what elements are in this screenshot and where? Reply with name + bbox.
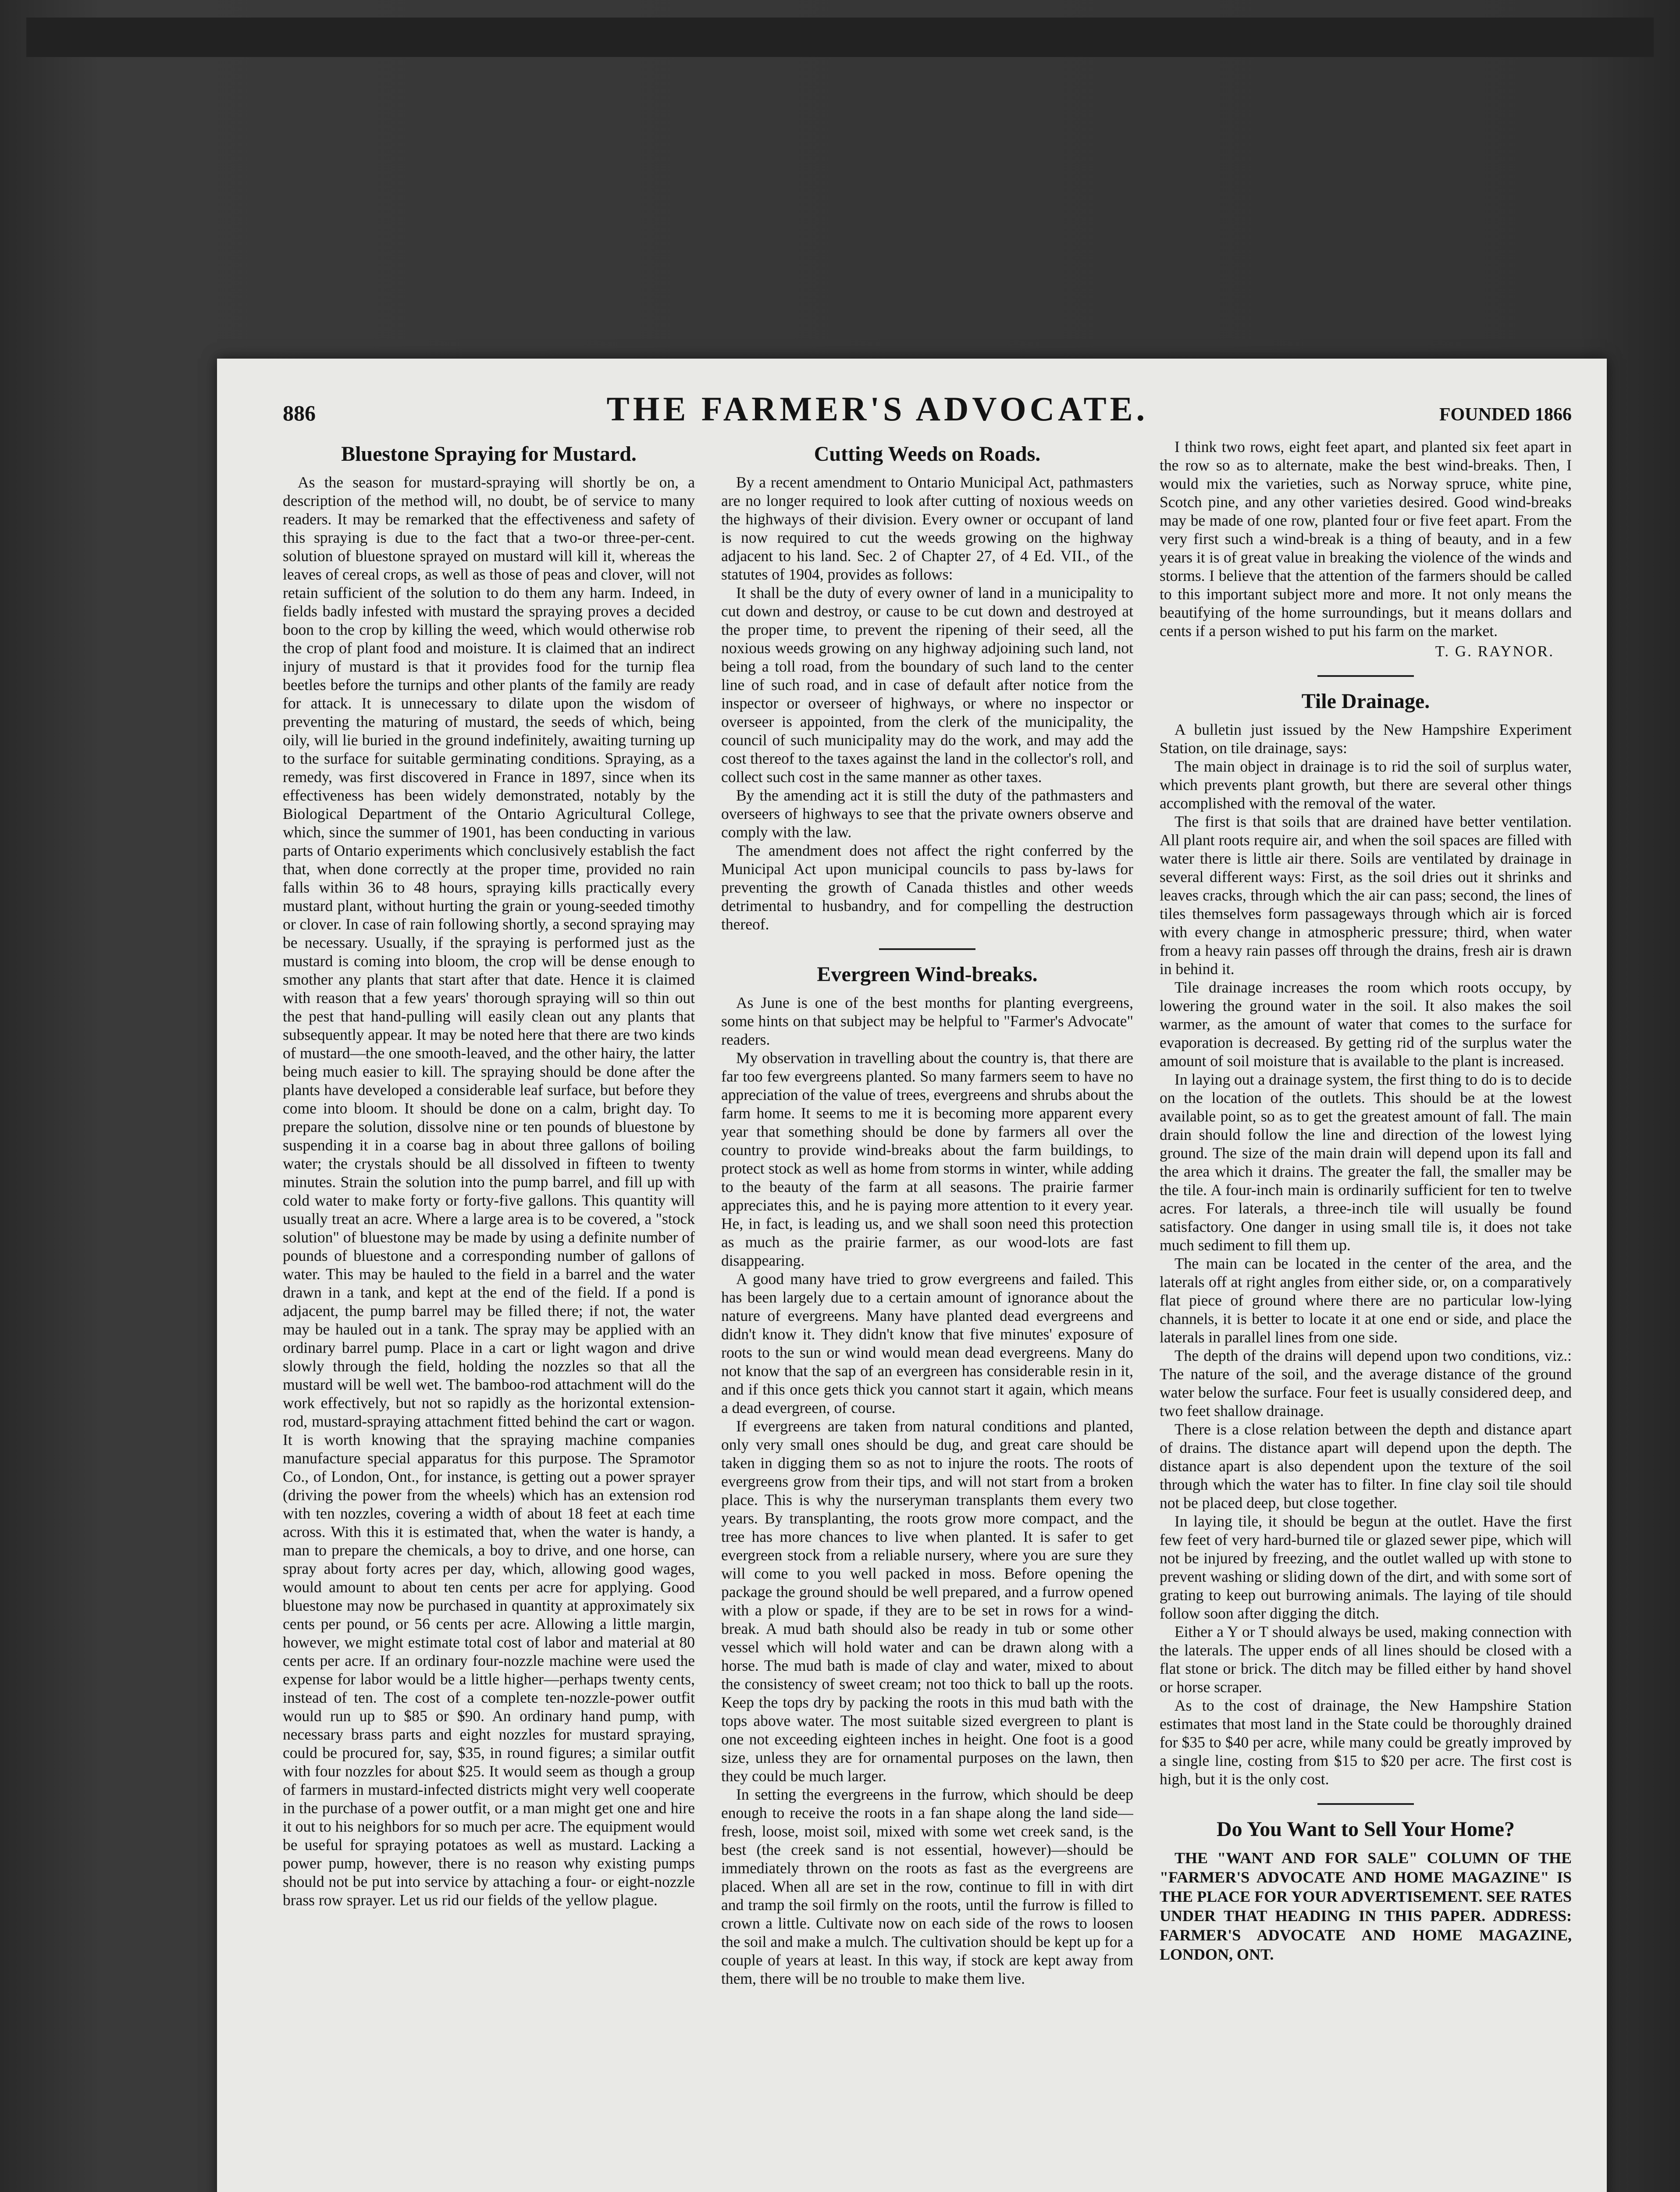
page-header	[283, 389, 1572, 428]
column-1	[283, 438, 695, 2192]
cutting-weeds-paragraph: It shall be the duty of every owner of land in a municipality to cut down and destroy, or cause to be cut down and destroyed at the proper time, to prevent the ripening of their seed, all the noxious weeds growing on any highway adjoining such land, not being a toll road, from the boundary of such land to the center line of such road, and in case of default after notice from the inspector or overseer of highways, or where no inspector or overseer is appointed, from the clerk of the municipality, the council of such municipality may do the work, and may add the cost thereof to the taxes against the land in the collector's roll, and collect such cost in the same manner as other taxes.	[721, 584, 1133, 786]
cutting-weeds-title: Cutting Weeds on Roads.	[814, 442, 1041, 466]
bluestone-title: Bluestone Spraying for Mustard.	[341, 442, 637, 466]
windbreaks-paragraph: As June is one of the best months for planting evergreens, some hints on that subject may be helpful to "Farmer's Advocate" readers.	[721, 994, 1133, 1048]
section-divider	[1317, 1803, 1414, 1805]
tile-drainage-paragraph: The main object in drainage is to rid the soil of surplus water, which prevents plant growth, but there are several other things accomplished with the removal of the water.	[1160, 758, 1572, 812]
tile-drainage-paragraph: Tile drainage increases the room which roots occupy, by lowering the ground water in the soil. It also makes the soil warmer, as the amount of water that comes to the surface for evaporation is decreased. By getting rid of the surplus water the amount of soil moisture that is available to the plant is increased.	[1160, 979, 1572, 1070]
tile-drainage-paragraph: In laying tile, it should be begun at the outlet. Have the first few feet of very hard-burned tile or glazed sewer pipe, which will not be injured by freezing, and the outlet walled up with stone to prevent washing or sliding down of the dirt, and with some sort of grating to keep out burrowing animals. The laying of tile should follow soon after digging the ditch.	[1160, 1512, 1572, 1622]
section-divider	[879, 948, 975, 950]
tile-drainage-paragraph: A bulletin just issued by the New Hampshire Experiment Station, on tile drainage, says:	[1160, 721, 1572, 757]
newspaper-page	[217, 359, 1607, 2192]
cutting-weeds-paragraph: By the amending act it is still the duty of the pathmasters and overseers of highways to see that the private owners observe and comply with the law.	[721, 786, 1133, 841]
tile-drainage-title: Tile Drainage.	[1301, 690, 1430, 713]
cutting-weeds-paragraph: By a recent amendment to Ontario Municipal Act, pathmasters are no longer required to look after cutting of noxious weeds on the highways of their division. Every owner or occupant of land is now required to cut the weeds growing on the highway adjacent to his land. Sec. 2 of Chapter 27, of 4 Ed. VII., of the statutes of 1904, provides as follows:	[721, 473, 1133, 583]
tile-drainage-paragraph: There is a close relation between the depth and distance apart of drains. The distance apart will depend upon the depth. The distance apart is also dependent upon the texture of the soil through which the water has to filter. In fine clay soil tile should not be placed deep, but close together.	[1160, 1420, 1572, 1512]
windbreaks-title: Evergreen Wind-breaks.	[817, 963, 1038, 986]
page-number: 886	[283, 401, 316, 425]
tile-drainage-paragraph: As to the cost of drainage, the New Hampshire Station estimates that most land in the State could be thoroughly drained for $35 to $40 per acre, while many could be greatly improved by a single line, costing from $15 to $20 per acre. The first cost is high, but it is the only cost.	[1160, 1697, 1572, 1788]
windbreaks-paragraph-cont: I think two rows, eight feet apart, and planted six feet apart in the row so as to alternate, make the best wind-breaks. Then, I would mix the varieties, such as Norway spruce, white pine, Scotch pine, and any other varieties desired. Good wind-breaks may be made of one row, planted four or five feet apart. From the very first such a wind-break is a thing of beauty, and in a few years it is of great value in breaking the violence of the winds and storms. I believe that the attention of the farmers should be called to this important subject more and more. It not only means the beautifying of the home surroundings, but it means dollars and cents if a person wished to put his farm on the market.	[1160, 438, 1572, 640]
column-2	[721, 438, 1133, 2192]
windbreaks-paragraph: A good many have tried to grow evergreens and failed. This has been largely due to a certain amount of ignorance about the nature of evergreens. Many have planted dead evergreens and didn't know it. They didn't know that five minutes' exposure of roots to the sun or wind would mean dead evergreens. Many do not know that the sap of an evergreen has considerable resin in it, and if this once gets thick you cannot start it again, which means a dead evergreen, of course.	[721, 1270, 1133, 1416]
masthead: THE FARMER'S ADVOCATE.	[606, 390, 1149, 428]
sell-home-ad: THE "WANT AND FOR SALE" COLUMN OF THE "FARMER'S ADVOCATE AND HOME MAGAZINE" IS THE PLACE FOR YOUR ADVERTISEMENT. SEE RATES UNDER THAT HEADING IN THIS PAPER. ADDRESS: FARMER'S ADVOCATE AND HOME MAGAZINE, LONDON, ONT.	[1160, 1849, 1572, 1963]
article-columns	[283, 438, 1572, 2192]
cutting-weeds-paragraph: The amendment does not affect the right conferred by the Municipal Act upon municipal councils to pass by-laws for preventing the growth of Canada thistles and other weeds detrimental to husbandry, and for compelling the destruction thereof.	[721, 842, 1133, 933]
bluestone-body: As the season for mustard-spraying will shortly be on, a description of the method will, no doubt, be of service to many readers. It may be remarked that the effectiveness and safety of this spraying is due to the fact that a two-or three-per-cent. solution of bluestone sprayed on mustard will kill it, whereas the leaves of cereal crops, as well as those of peas and clover, will not retain sufficient of the solution to do them any harm. Indeed, in fields badly infested with mustard the spraying proves a decided boon to the crop by killing the weed, which would otherwise rob the crop of plant food and moisture. It is claimed that an indirect injury of mustard is that it provides food for the turnip flea beetles before the turnips and other plants of the family are ready for attack. It is unnecessary to dilate upon the wisdom of preventing the maturing of mustard, the seeds of which, being oily, will lie buried in the ground indefinitely, awaiting turning up to the surface for suitable germinating conditions. Spraying, as a remedy, was first discovered in France in 1897, since when its effectiveness has been widely demonstrated, notably by the Biological Department of the Ontario Agricultural College, which, since the summer of 1901, has been conducting in various parts of Ontario experiments which conclusively establish the fact that, when done correctly at the proper time, provided no rain falls within 36 to 48 hours, spraying kills practically every mustard plant, without hurting the grain or young-seeded timothy or clover. In case of rain following shortly, a second spraying may be necessary. Usually, if the spraying is performed just as the mustard is coming into bloom, the crop will be dense enough to smother any plants that start after that date. Hence it is claimed with reason that a few years' thorough spraying will so thin out the pest that hand-pulling will easily clean out any plants that subsequently appear. It may be noted here that there are two kinds of mustard—the one smooth-leaved, and the other hairy, the latter being much easier to kill. The spraying should be done after the plants have developed a considerable leaf surface, but before they come into bloom. It should be done on a calm, bright day. To prepare the solution, dissolve nine or ten pounds of bluestone by suspending it in a coarse bag in about three gallons of boiling water; the crystals should be all dissolved in fifteen to twenty minutes. Strain the solution into the pump barrel, and fill up with cold water to make forty or forty-five gallons. This quantity will usually treat an acre. Where a large area is to be covered, a "stock solution" of bluestone may be made by using a definite number of pounds of bluestone and a corresponding number of gallons of water. This may be hauled to the field in a barrel and the water drawn in a tank, and kept at the end of the field. If a pond is adjacent, the pump barrel may be filled there; if not, the water may be hauled out in a tank. The spray may be applied with an ordinary barrel pump. Place in a cart or light wagon and drive slowly through the field, holding the nozzles so that all the mustard will be well wet. The bamboo-rod attachment will do the work effectively, but not so rapidly as the horizontal extension-rod, mustard-spraying attachment fitted behind the cart or wagon. It is worth knowing that the spraying machine companies manufacture special apparatus for this purpose. The Spramotor Co., of London, Ont., for instance, is getting out a power sprayer (driving the power from the wheels) which has an extension rod with ten nozzles, covering a width of about 18 feet at each time across. With this it is estimated that, when the water is handy, a man to prepare the chemicals, a boy to drive, and one horse, can spray about forty acres per day, which, allowing good wages, would amount to about ten cents per acre for applying. Good bluestone may now be purchased in quantity at approximately six cents per pound, or 56 cents per acre. Allowing a little margin, however, we might estimate total cost of labor and material at 80 cents per acre. If an ordinary four-nozzle machine were used the expense for labor would be a little higher—perhaps twenty cents, instead of ten. The cost of a complete ten-nozzle-power outfit would run up to $85 or $90. An ordinary hand pump, with necessary brass parts and eight nozzles for mustard spraying, could be procured for, say, $35, in round figures; a similar outfit with four nozzles for about $25. It would seem as though a group of farmers in mustard-infected districts might very well cooperate in the purchase of a power outfit, or a man might get one and hire it out to his neighbors for so much per acre. The equipment would be useful for spraying potatoes as well as mustard. Lacking a power pump, however, there is no reason why existing pumps should not be put into service by attaching a four- or eight-nozzle brass row sprayer. Let us rid our fields of the yellow plague.	[283, 473, 695, 1909]
tile-drainage-paragraph: The depth of the drains will depend upon two conditions, viz.: The nature of the soil, and the average distance of the ground water below the surface. Four feet is usually considered deep, and two feet shallow drainage.	[1160, 1347, 1572, 1420]
founded-line: FOUNDED 1866	[1439, 405, 1572, 425]
tile-drainage-paragraph: The main can be located in the center of the area, and the laterals off at right angles from either side, or, on a comparatively flat piece of ground where there are no particular low-lying channels, it is better to locate it at one end or side, and place the laterals in parallel lines from one side.	[1160, 1255, 1572, 1346]
sell-home-title: Do You Want to Sell Your Home?	[1216, 1818, 1515, 1841]
windbreaks-paragraph: In setting the evergreens in the furrow, which should be deep enough to receive the roots in a fan shape along the land side—fresh, loose, moist soil, mixed with some wet creek sand, is the best (the creek sand is not essential, however)—should be immediately thrown on the roots as fast as the evergreens are placed. When all are set in the row, continue to fill in with dirt and tramp the soil firmly on the roots, until the furrow is filled to crown a little. Cultivate now on each side of the rows to loosen the soil and make a mulch. The cultivation should be kept up for a couple of years at least. In this way, if stock are kept away from them, there will be no trouble to make them live.	[721, 1786, 1133, 1987]
windbreaks-paragraph: My observation in travelling about the country is, that there are far too few evergreens planted. So many farmers seem to have no appreciation of the value of trees, evergreens and shrubs about the farm home. It seems to me it is becoming more apparent every year that something should be done by farmers all over the country to provide wind-breaks about the farm buildings, to protect stock as well as home from storms in winter, while adding to the beauty of the farm at all seasons. The prairie farmer appreciates this, and he is paying more attention to it every year. He, in fact, is leading us, and we shall soon need this protection as much as the prairie farmer, as our wood-lots are fast disappearing.	[721, 1049, 1133, 1269]
tile-drainage-paragraph: Either a Y or T should always be used, making connection with the laterals. The upper ends of all lines should be closed with a flat stone or brick. The ditch may be filled either by hand shovel or horse scraper.	[1160, 1623, 1572, 1696]
section-divider	[1317, 675, 1414, 677]
column-3	[1160, 438, 1572, 2192]
tile-drainage-paragraph: The first is that soils that are drained have better ventilation. All plant roots require air, and when the soil spaces are filled with water there is little air there. Soils are ventilated by drainage in several different ways: First, as the soil dries out it shrinks and leaves cracks, through which the air can pass; second, the lines of tiles themselves form passageways through which air is forced with every change in atmospheric pressure; third, when water from a heavy rain passes off through the drains, fresh air is drawn in behind it.	[1160, 813, 1572, 978]
film-edge-top	[26, 18, 1654, 57]
windbreaks-signature: T. G. RAYNOR.	[1435, 643, 1554, 660]
tile-drainage-paragraph: In laying out a drainage system, the first thing to do is to decide on the location of the outlets. This should be at the lowest available point, so as to get the greatest amount of fall. The main drain should follow the line and direction of the lowest lying ground. The size of the main drain will depend upon its fall and the area which it drains. The greater the fall, the smaller may be the tile. A four-inch main is ordinarily sufficient for ten to twelve acres. For laterals, a three-inch tile will usually be found satisfactory. One danger in using small tile is, it does not take much sediment to fill them up.	[1160, 1071, 1572, 1254]
windbreaks-paragraph: If evergreens are taken from natural conditions and planted, only very small ones should be dug, and great care should be taken in digging them so as not to injure the roots. The roots of evergreens grow from their tips, and will not start from a broken place. This is why the nurseryman transplants them every two years. By transplanting, the roots grow more compact, and the tree has more chances to live when planted. It is safer to get evergreen stock from a reliable nursery, where you are sure they will come to you well packed in moss. Before opening the package the ground should be well prepared, and a furrow opened with a plow or spade, if they are to be set in rows for a wind-break. A mud bath should also be ready in tub or some other vessel which will hold water and can be drawn along with a horse. The mud bath is made of clay and water, mixed to about the consistency of sweet cream; not too thick to ball up the roots. Keep the tops dry by packing the roots in this mud bath with the tops above water. The most suitable sized evergreen to plant is one not exceeding eighteen inches in height. One foot is a good size, unless they are for ornamental purposes on the lawn, then they could be much larger.	[721, 1417, 1133, 1785]
